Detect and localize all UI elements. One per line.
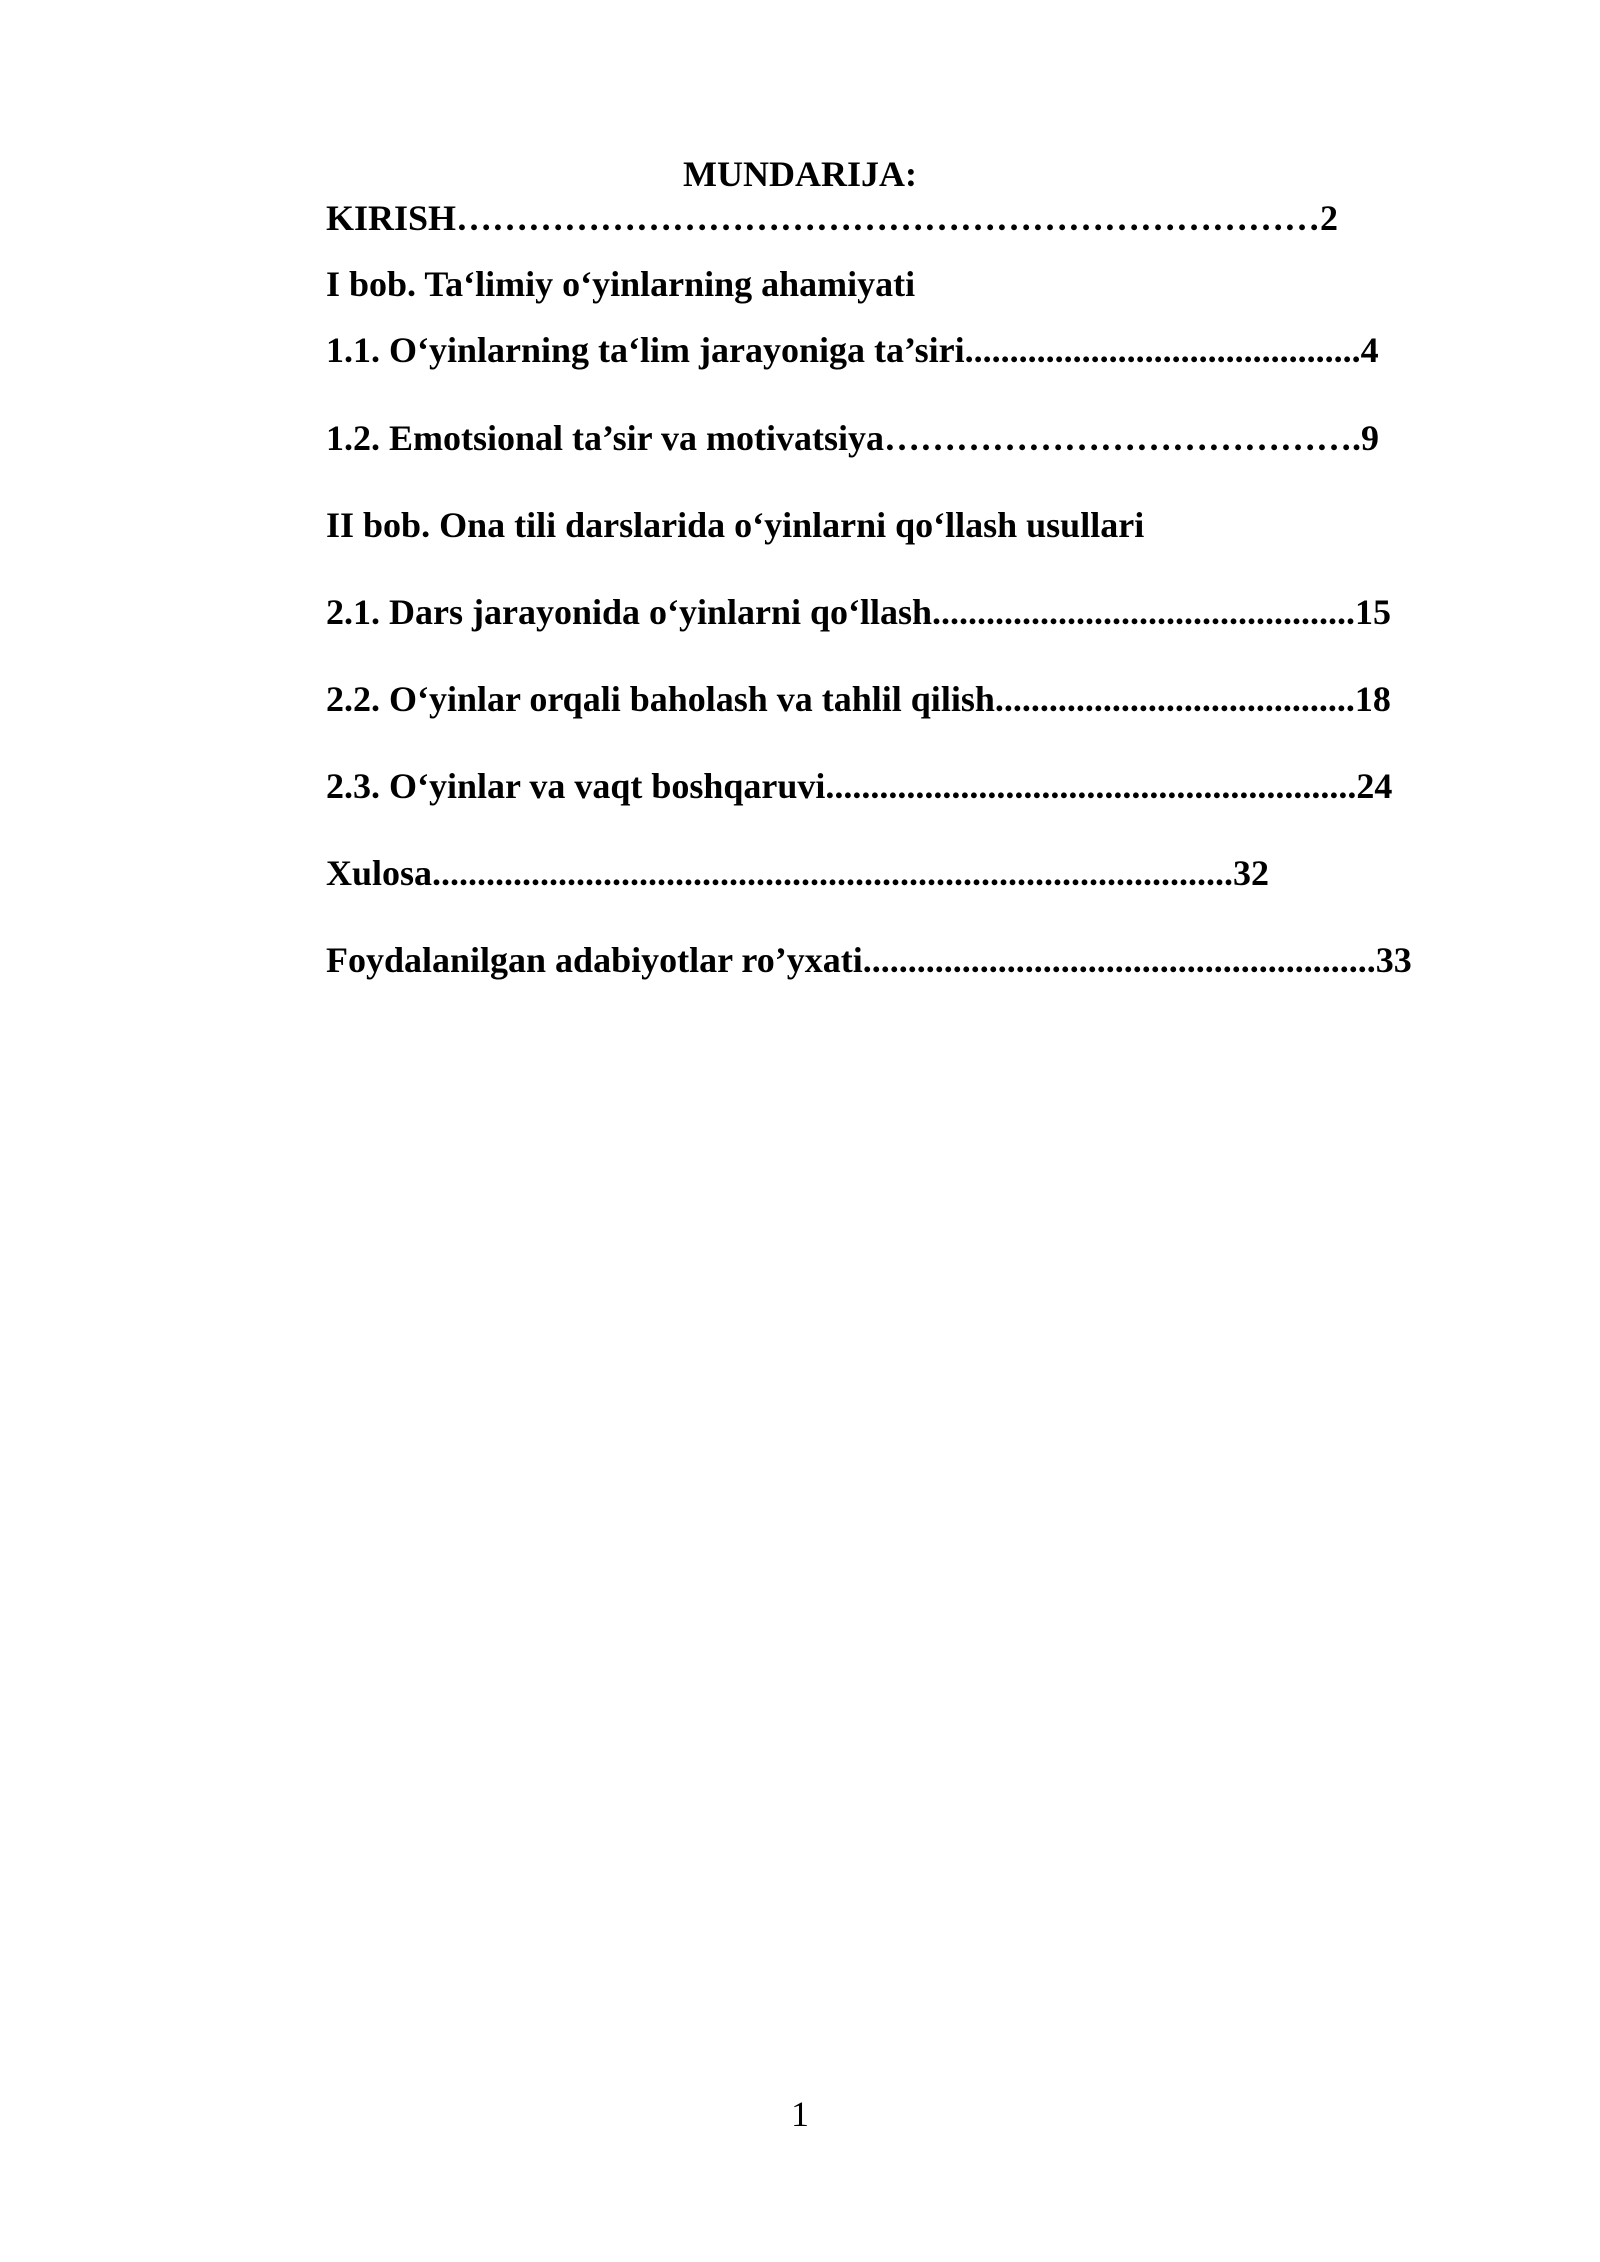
toc-entry-2-3: 2.3. O‘yinlar va vaqt boshqaruvi...........................................................24 (326, 766, 1393, 806)
toc-entry-kirish: KIRISH………………………………………………………………2 (326, 198, 1339, 238)
toc-entry-xulosa: Xulosa.........................................................................................32 (326, 853, 1270, 893)
toc-entry-chapter-1: I bob. Ta‘limiy o‘yinlarning ahamiyati (326, 264, 916, 304)
toc-entry-1-1: 1.1. O‘yinlarning ta‘lim jarayoniga ta’siri............................................4 (326, 330, 1379, 370)
toc-entry-references: Foydalanilgan adabiyotlar ro’yxati.........................................................33 (326, 940, 1412, 980)
toc-heading: MUNDARIJA: (683, 154, 917, 194)
toc-entry-chapter-2: II bob. Ona tili darslarida o‘yinlarni qo‘llash usullari (326, 505, 1145, 545)
toc-entry-2-1: 2.1. Dars jarayonida o‘yinlarni qo‘llash...............................................15 (326, 592, 1392, 632)
page-number: 1 (791, 2094, 809, 2134)
toc-entry-2-2: 2.2. O‘yinlar orqali baholash va tahlil qilish........................................18 (326, 679, 1391, 719)
toc-entry-1-2: 1.2. Emotsional ta’sir va motivatsiya………………………………….9 (326, 418, 1379, 458)
